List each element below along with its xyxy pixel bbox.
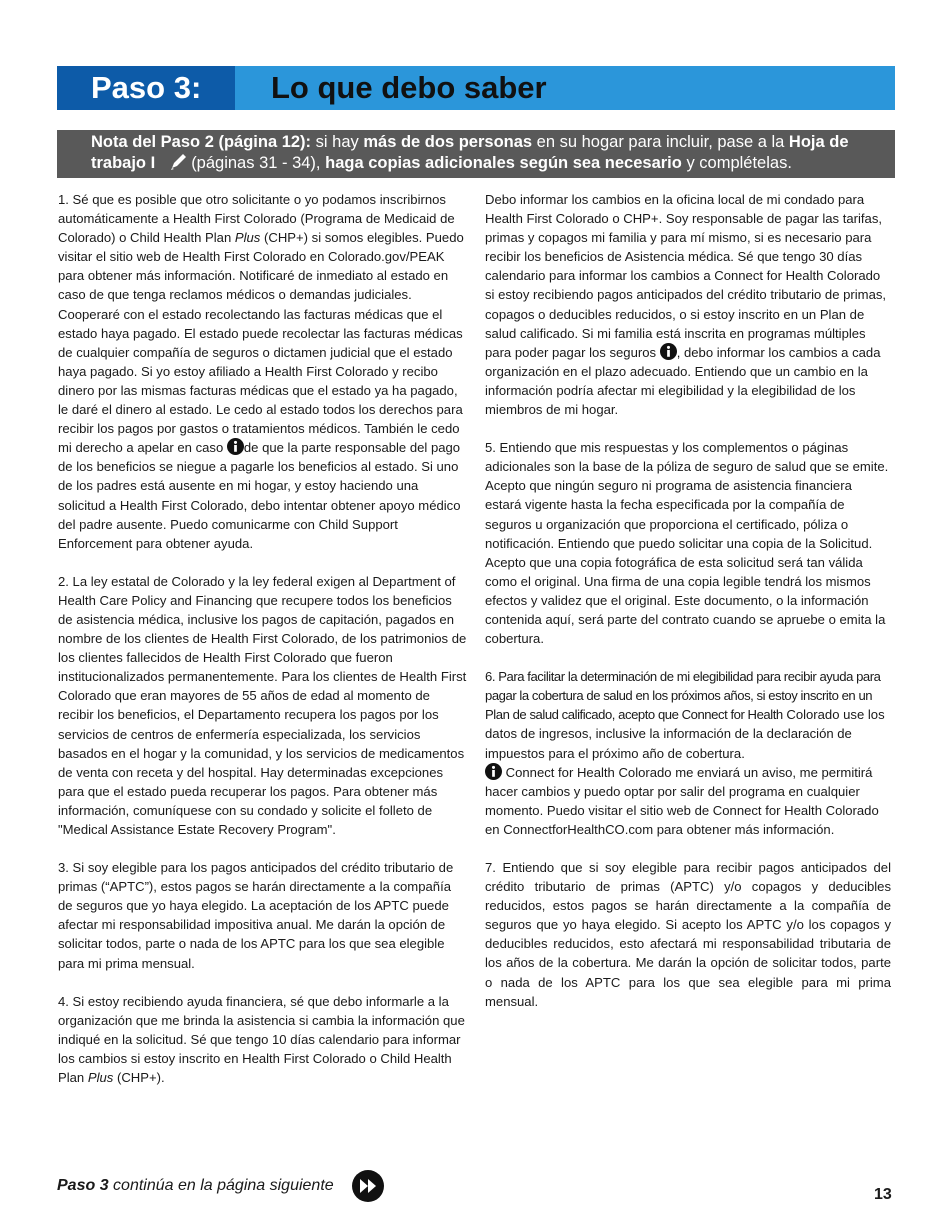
page-number: 13 [874, 1186, 892, 1203]
paragraph-1: 1. Sé que es posible que otro solicitante o yo podamos inscribirnos automáticamente a Health First Colorado (Programa de Medicaid de Colorado) o Child Health Plan Plus (CHP+) si somos elegibles. Puedo visitar el sitio web de Health First Colorado en Colorado.gov/PEAK para obtener más información. Notificaré de inmediato al estado en caso de que tenga reclamos médicos o demandas judiciales. Cooperaré con el estado recolectando las facturas médicas que el estado haya pagado. El estado puede recolectar las facturas médicas de cualquier compañía de seguros o dictamen judicial que el estado haya pagado. Si yo estoy afiliado a Health First Colorado y recibo dinero por las mismas facturas médicas que el estado ya ha pagado, le daré el dinero al estado. Le cedo al estado todos los derechos para recibir los pagos por gastos o tratamientos médicos. También le cedo mi derecho a apelar en caso de que la parte responsable del pago de los beneficios se niegue a pagarle los beneficios al estado. Si uno de los padres está ausente en mi hogar, y estoy haciendo una solicitud a Health First Colorado, debo intentar obtener apoyo médico del padre ausente. Puedo comunicarme con Child Support Enforcement para obtener ayuda. [58, 192, 464, 551]
fast-forward-icon [352, 1170, 384, 1202]
paragraph-3: 3. Si soy elegible para los pagos anticipados del crédito tributario de primas (“APTC”), estos pagos se harán directamente a la compañía de seguros que yo haya elegido. La aceptación de los APTC puede afectar mi responsabilidad impositiva anual. Me darán la opción de solicitar todos, parte o nada de los APTC para los que sea elegible para mi prima mensual. [58, 860, 454, 971]
page-header [57, 66, 895, 110]
paragraph-7: 7. Entiendo que si soy elegible para recibir pagos anticipados del crédito tributario de primas (APTC) y/o copagos y deducibles reducidos, estos pagos se harán directamente a la compañía de seguros que yo haya elegido. Si acepto los APTC y/o los copagos y deducibles reducidos, esto afectará mi responsabilidad tributaria de los años de la cobertura. Me darán la opción de solicitar todos, parte o nada de los APTC para los que sea elegible para mi prima mensual. [485, 860, 891, 1009]
left-column [58, 190, 468, 1087]
paragraph-5: 5. Entiendo que mis respuestas y los complementos o páginas adicionales son la base de la póliza de seguro de salud que se emite. Acepto que ningún seguro ni programa de asistencia financiera estará vigente hasta la fecha especificada por la compañía de seguros u organización que proporciona el certificado, póliza o notificación. Entiendo que puedo solicitar una copia de la Solicitud. Acepto que una copia fotográfica de esta solicitud será tan válida como el original. Una firma de una copia legible tendrá los mismos efectos y validez que el original. Este documento, o la información contenida aquí, será parte del contrato cuando se apruebe o emita la cobertura. [485, 440, 889, 647]
footer-continue [57, 1170, 384, 1202]
paragraph-6: 6. Para facilitar la determinación de mi elegibilidad para recibir ayuda para pagar la cobertura de salud en los próximos años, si estoy inscrito en un Plan de salud calificado, acepto que Connect for Health Colorado use los datos de ingresos, inclusive la información de la declaración de impuestos para el próximo año de cobertura. Connect for Health Colorado me enviará un aviso, me permitirá hacer cambios y puedo optar por salir del programa en cualquier momento. Puedo visitar el sitio web de Connect for Health Colorado en ConnectforHealthCO.com para obtener más información. [485, 669, 885, 837]
paragraph-4: 4. Si estoy recibiendo ayuda financiera, sé que debo informarle a la organización que me brinda la asistencia si cambia la información que indiqué en la solicitud. Sé que tengo 10 días calendario para informar los cambios si estoy inscrito en Health First Colorado o Child Health Plan Plus (CHP+). [58, 993, 465, 1086]
step-label-box [57, 66, 235, 110]
pencil-icon [169, 153, 189, 171]
note-lead: Nota del Paso 2 (página 12): [91, 133, 312, 151]
step2-note [57, 130, 895, 178]
note-text: (páginas 31 - 34), [191, 154, 326, 172]
paragraph-2: 2. La ley estatal de Colorado y la ley federal exigen al Department of Health Care Policy and Financing que recupere todos los beneficios de asistencia médica, inclusive los pagos de capitación, pagados en nombre de los clientes de Health First Colorado, de los patrimonios de los clientes fallecidos de Health First Colorado que fueron institucionalizados permanentemente. Para los clientes de Health First Colorado que eran mayores de 55 años de edad al momento de recibir los beneficios, el Departamento recupera los pagos por los servicios de centros de enfermería especializada, los servicios basados en el hogar y la comunidad, y los servicios de medicamentos de venta con receta y del hospital. Hay determinadas excepciones para que el estado pueda recuperar los pagos. Para obtener más información, comuníquese con su condado y solicite el folleto de "Medical Assistance Estate Recovery Program". [58, 573, 467, 837]
note-text: si hay [311, 133, 364, 151]
note-text: y complételas. [681, 154, 792, 172]
page-title-box [235, 66, 895, 110]
paragraph-4-continued: Debo informar los cambios en la oficina local de mi condado para Health First Colorado o CHP+. Soy responsable de pagar las tarifas, primas y copagos mi familia y para mí mismo, si es necesario para recibir los beneficios de Asistencia médica. Sé que tengo 30 días calendario para informar los cambios a Connect for Health Colorado si estoy recibiendo pagos anticipados del crédito tributario de primas, copagos o deducibles reducidos, o si estoy inscrito en un Plan de salud calificado. Si mi familia está inscrita en programas múltiples para poder pagar los seguros , debo informar los cambios a cada organización en el plazo adecuado. Entiendo que un cambio en la información podría afectar mi elegibilidad y la elegibilidad de los miembros de mi hogar. [485, 192, 887, 418]
note-emphasis: haga copias adicionales según sea necesario [325, 154, 682, 172]
info-icon [227, 438, 244, 455]
note-text: en su hogar para incluir, pase a la [532, 133, 789, 151]
step-label: Paso 3: [91, 70, 202, 105]
footer-text: Paso 3 continúa en la página siguiente [57, 1177, 334, 1194]
page-title: Lo que debo saber [271, 70, 547, 105]
right-column [485, 190, 891, 1011]
info-icon [485, 763, 502, 780]
info-icon [660, 343, 677, 360]
note-emphasis: más de dos personas [363, 133, 533, 151]
note-worksheet: Hoja de trabajo I [91, 133, 849, 172]
